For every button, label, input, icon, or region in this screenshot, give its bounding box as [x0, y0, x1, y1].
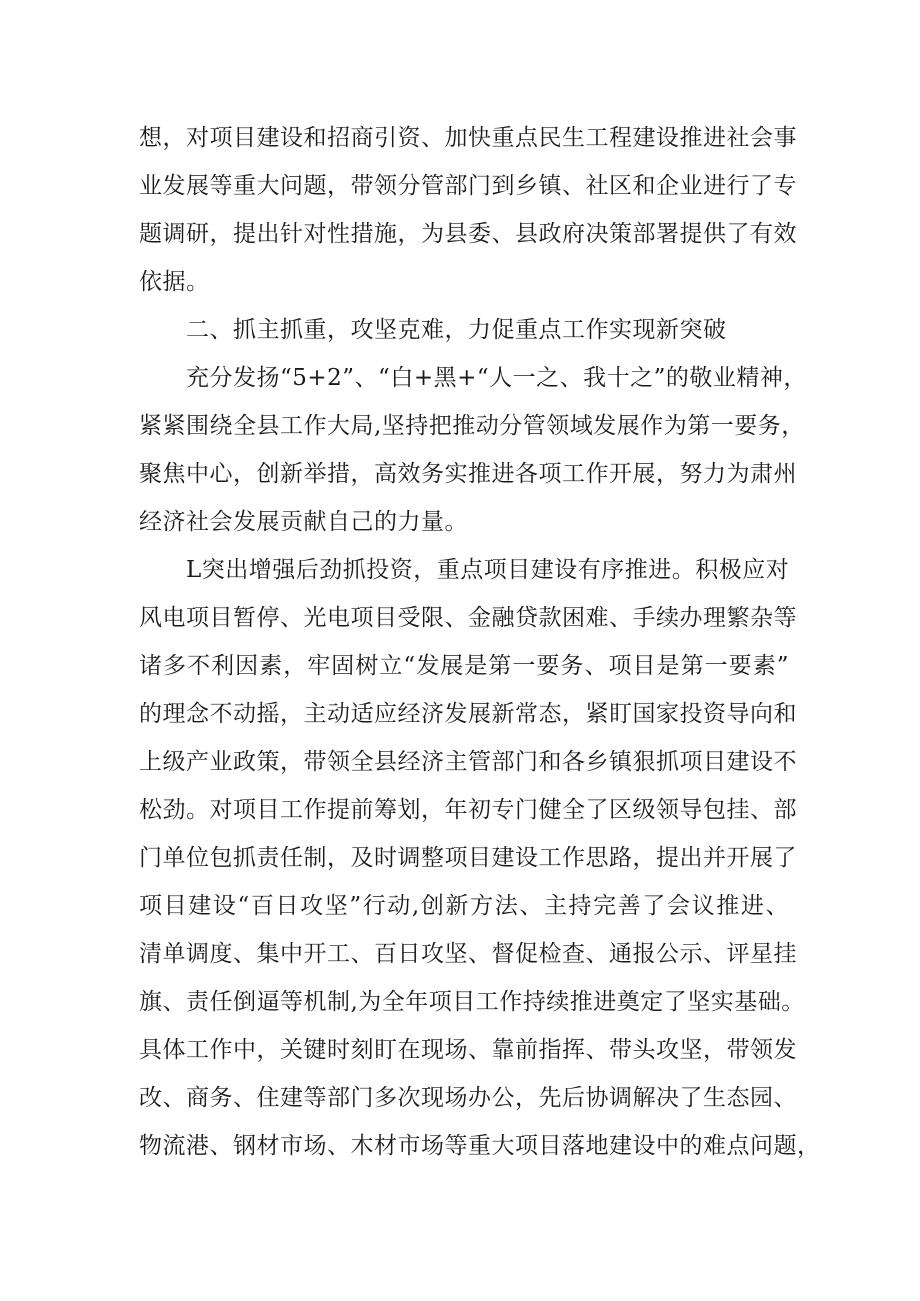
paragraph-line: 紧紧围绕全县工作大局,坚持把推动分管领域发展作为第一要务，: [139, 413, 805, 439]
paragraph-line: 门单位包抓责任制，及时调整项目建设工作思路，提出并开展了: [139, 845, 797, 871]
section-heading: 二、抓主抓重，攻坚克难，力促重点工作实现新突破: [186, 317, 727, 343]
paragraph-line: 充分发扬“5+2”、“白+黑+“人一之、我十之”的敬业精神，: [186, 365, 807, 391]
paragraph-line: 物流港、钢材市场、木材市场等重大项目落地建设中的难点问题，: [139, 1133, 821, 1159]
paragraph-line: 具体工作中，关键时刻盯在现场、靠前指挥、带头攻坚，带领发: [139, 1037, 797, 1063]
paragraph-line: 项目建设“百日攻坚”行动,创新方法、主持完善了会议推进、: [139, 893, 789, 919]
paragraph-line: 经济社会发展贡献自己的力量。: [139, 509, 468, 535]
paragraph-line: 上级产业政策，带领全县经济主管部门和各乡镇狠抓项目建设不: [139, 749, 797, 775]
paragraph-line: 的理念不动摇，主动适应经济发展新常态，紧盯国家投资导向和: [139, 701, 797, 727]
paragraph-line: 想，对项目建设和招商引资、加快重点民生工程建设推进社会事: [139, 125, 797, 151]
paragraph-line: 松劲。对项目工作提前筹划，年初专门健全了区级领导包挂、部: [139, 797, 797, 823]
paragraph-line: 旗、责任倒逼等机制,为全年项目工作持续推进奠定了坚实基础。: [139, 989, 805, 1015]
paragraph-line: 清单调度、集中开工、百日攻坚、督促检查、通报公示、评星挂: [139, 941, 797, 967]
paragraph-line: 诸多不利因素，牢固树立“发展是第一要务、项目是第一要素”: [139, 653, 789, 679]
paragraph-line: 题调研，提出针对性措施，为县委、县政府决策部署提供了有效: [139, 221, 797, 247]
paragraph-line: L突出增强后劲抓投资，重点项目建设有序推进。积极应对: [186, 557, 790, 583]
paragraph-line: 聚焦中心，创新举措，高效务实推进各项工作开展，努力为肃州: [139, 461, 797, 487]
paragraph-line: 风电项目暂停、光电项目受限、金融贷款困难、手续办理繁杂等: [139, 605, 797, 631]
paragraph-line: 业发展等重大问题，带领分管部门到乡镇、社区和企业进行了专: [139, 173, 797, 199]
paragraph-line: 改、商务、住建等部门多次现场办公，先后协调解决了生态园、: [139, 1085, 797, 1111]
paragraph-line: 依据。: [139, 269, 210, 295]
